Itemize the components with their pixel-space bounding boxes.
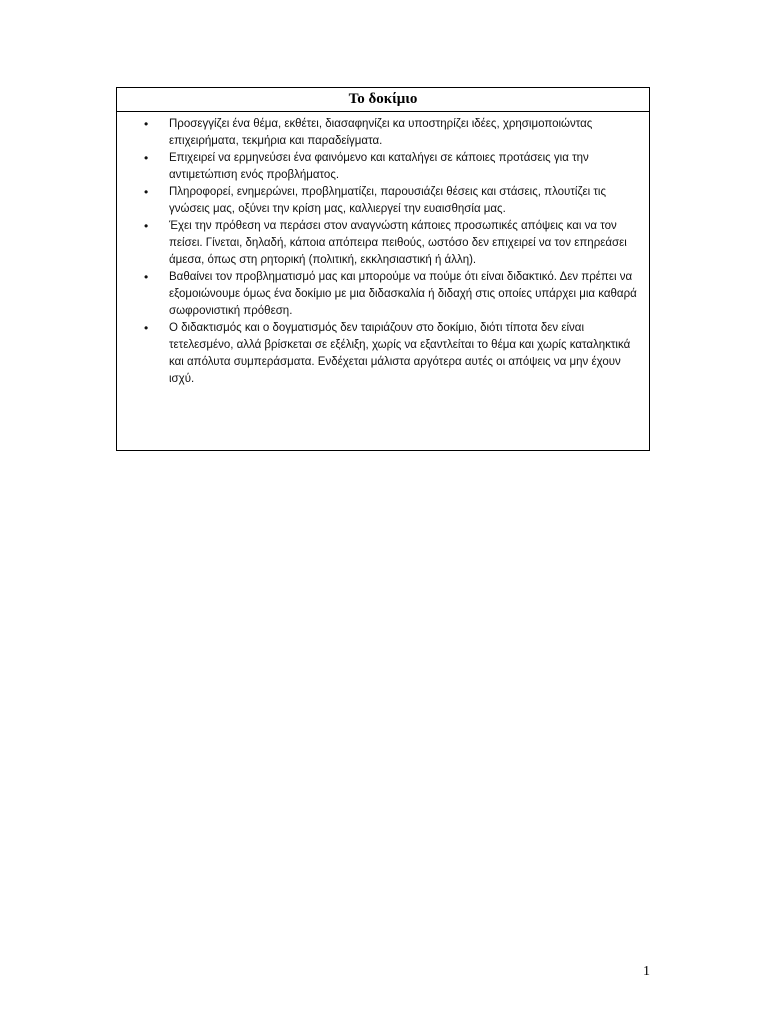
list-item-text: Ο διδακτισμός και ο δογματισμός δεν ταιριάζουν στο δοκίμιο, διότι τίποτα δεν είναι τετελεσμένο, αλλά βρίσκεται σε εξέλιξη, χωρίς να εξαντλείται το θέμα και χωρίς καταληκτικά και απόλυτα συμπεράσματα. Ενδέχεται μάλιστα αργότερα αυτές οι απόψεις να μην έχουν ισχύ. (169, 322, 631, 385)
bullet-icon: • (144, 270, 149, 284)
list-item (117, 218, 643, 269)
essay-box (116, 87, 650, 451)
list-item-text: Έχει την πρόθεση να περάσει στον αναγνώστη κάποιες προσωπικές απόψεις και να τον πείσει. Γίνεται, δηλαδή, κάποια απόπειρα πειθούς, ωστόσο δεν επιχειρεί να τον επηρεάσει άμεσα, όπως στη ρητορική (πολιτική, εκκλησιαστική ή άλλη). (169, 220, 627, 266)
list-item (117, 269, 643, 320)
bullet-icon: • (144, 117, 149, 131)
list-item (117, 184, 643, 218)
page-number: 1 (643, 964, 650, 979)
bullet-list (117, 112, 649, 388)
box-title: Το δοκίμιο (117, 88, 649, 112)
bullet-icon: • (144, 219, 149, 233)
bullet-icon: • (144, 321, 149, 335)
bullet-icon: • (144, 185, 149, 199)
list-item (117, 320, 643, 388)
bullet-icon: • (144, 151, 149, 165)
list-item-text: Βαθαίνει τον προβληματισμό μας και μπορούμε να πούμε ότι είναι διδακτικό. Δεν πρέπει να εξομοιώνουμε όμως ένα δοκίμιο με μια διδασκαλία ή διδαχή στις οποίες υπάρχει μια καθαρά σωφρονιστική πρόθεση. (169, 271, 637, 317)
list-item (117, 150, 643, 184)
list-item-text: Προσεγγίζει ένα θέμα, εκθέτει, διασαφηνίζει κα υποστηρίζει ιδέες, χρησιμοποιώντας επιχειρήματα, τεκμήρια και παραδείγματα. (169, 118, 593, 147)
list-item-text: Επιχειρεί να ερμηνεύσει ένα φαινόμενο και καταλήγει σε κάποιες προτάσεις για την αντιμετώπιση ενός προβλήματος. (169, 152, 589, 181)
list-item (117, 116, 643, 150)
list-item-text: Πληροφορεί, ενημερώνει, προβληματίζει, παρουσιάζει θέσεις και στάσεις, πλουτίζει τις γνώσεις μας, οξύνει την κρίση μας, καλλιεργεί την ευαισθησία μας. (169, 186, 607, 215)
